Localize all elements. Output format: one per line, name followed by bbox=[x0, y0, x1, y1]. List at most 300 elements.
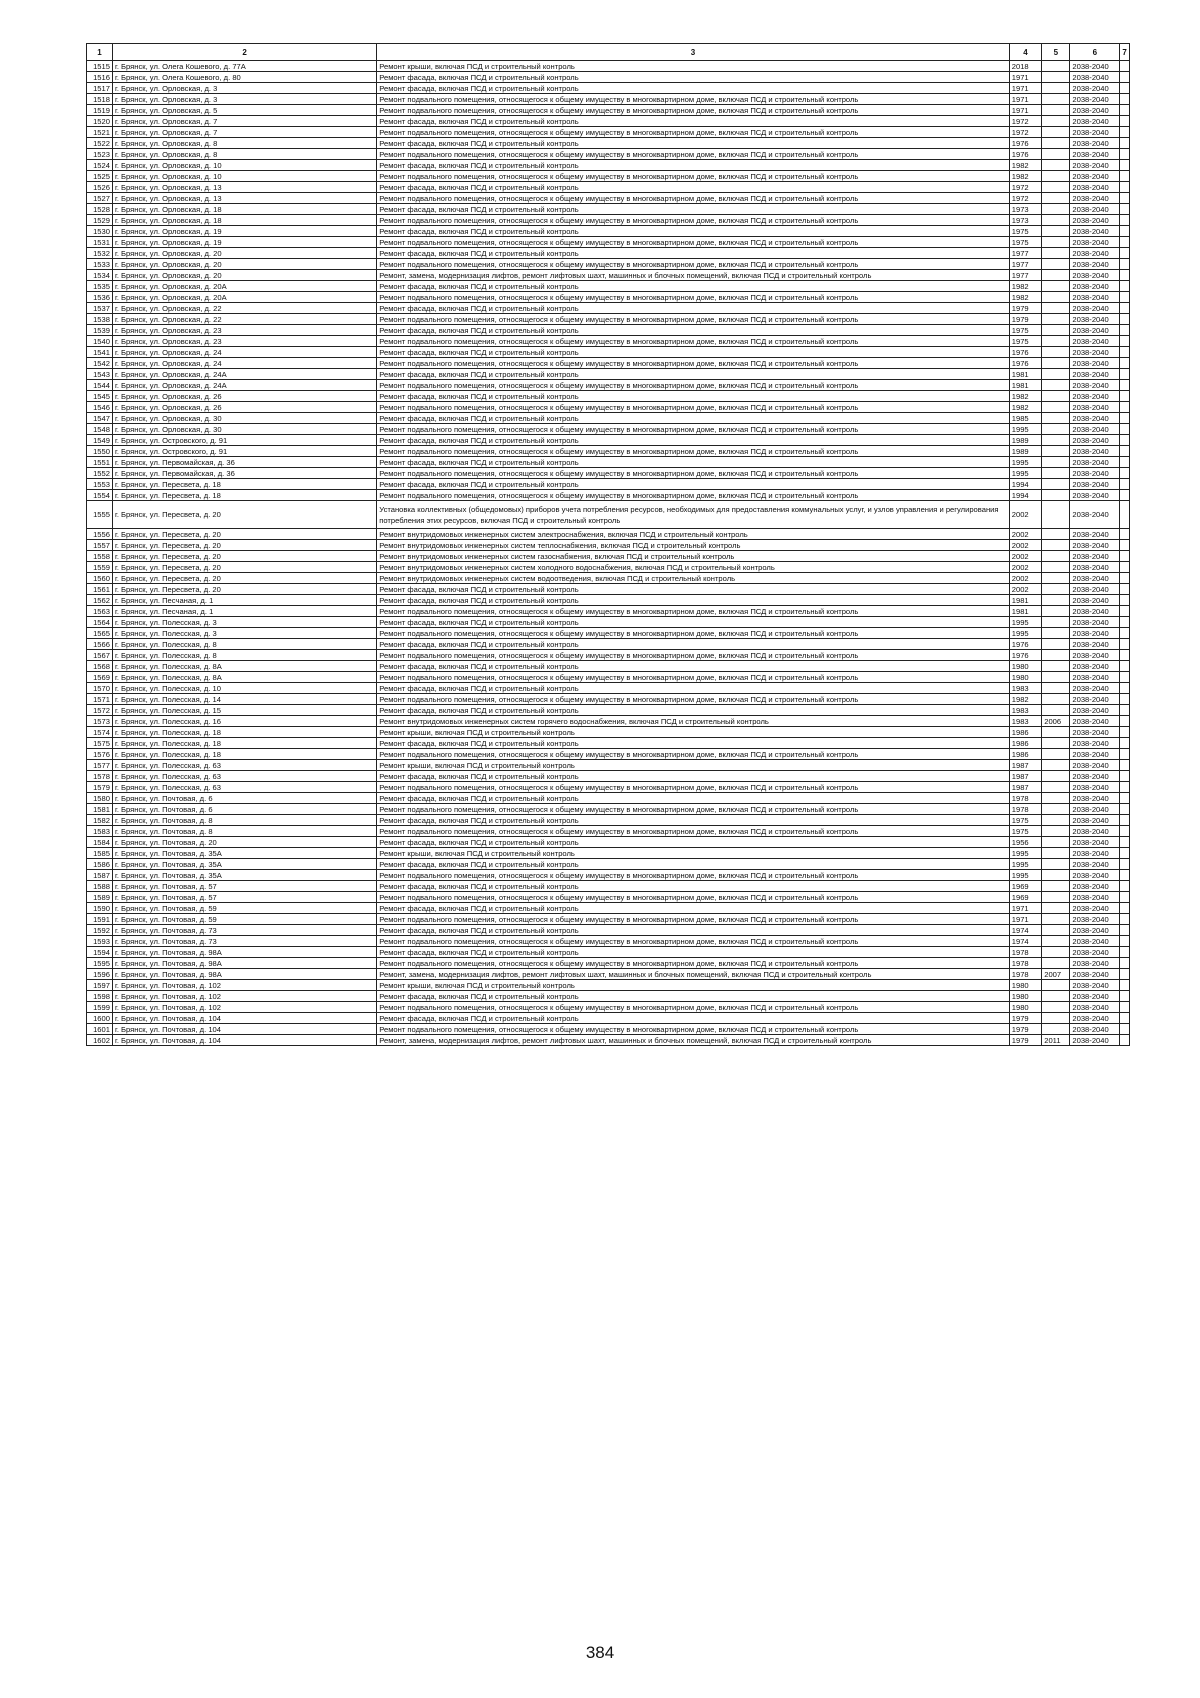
table-cell: 2002 bbox=[1009, 501, 1041, 529]
table-row bbox=[87, 672, 1130, 683]
table-cell: 1979 bbox=[1009, 1035, 1041, 1046]
table-cell bbox=[1120, 606, 1130, 617]
table-cell: 1517 bbox=[87, 83, 113, 94]
table-cell: 1986 bbox=[1009, 738, 1041, 749]
table-cell bbox=[1120, 936, 1130, 947]
table-cell: г. Брянск, ул. Орловская, д. 18 bbox=[112, 215, 376, 226]
table-cell: Ремонт подвального помещения, относящегося к общему имуществу в многоквартирном доме, включая ПСД и строительный контроль bbox=[377, 650, 1010, 661]
table-cell: 1587 bbox=[87, 870, 113, 881]
table-cell bbox=[1120, 1024, 1130, 1035]
table-cell: г. Брянск, ул. Почтовая, д. 8 bbox=[112, 815, 376, 826]
table-cell: 2038-2040 bbox=[1070, 94, 1120, 105]
table-row bbox=[87, 573, 1130, 584]
table-cell bbox=[1042, 903, 1070, 914]
table-cell: 2038-2040 bbox=[1070, 804, 1120, 815]
table-cell: г. Брянск, ул. Почтовая, д. 73 bbox=[112, 936, 376, 947]
table-cell: 2038-2040 bbox=[1070, 628, 1120, 639]
table-cell bbox=[1042, 138, 1070, 149]
table-cell bbox=[1042, 424, 1070, 435]
table-cell bbox=[1042, 892, 1070, 903]
table-cell: Ремонт подвального помещения, относящегося к общему имуществу в многоквартирном доме, включая ПСД и строительный контроль bbox=[377, 628, 1010, 639]
table-cell: 2038-2040 bbox=[1070, 193, 1120, 204]
table-cell: Ремонт фасада, включая ПСД и строительный контроль bbox=[377, 903, 1010, 914]
table-cell: 1560 bbox=[87, 573, 113, 584]
table-cell: 1977 bbox=[1009, 248, 1041, 259]
table-cell: 1558 bbox=[87, 551, 113, 562]
table-cell bbox=[1042, 105, 1070, 116]
table-cell bbox=[1120, 760, 1130, 771]
table-cell: г. Брянск, ул. Пересвета, д. 20 bbox=[112, 529, 376, 540]
table-cell: 1981 bbox=[1009, 380, 1041, 391]
table-cell: 1515 bbox=[87, 61, 113, 72]
table-cell: 1526 bbox=[87, 182, 113, 193]
table-cell: 1982 bbox=[1009, 281, 1041, 292]
table-row bbox=[87, 501, 1130, 529]
table-row bbox=[87, 617, 1130, 628]
table-cell: Ремонт фасада, включая ПСД и строительный контроль bbox=[377, 738, 1010, 749]
table-cell bbox=[1120, 991, 1130, 1002]
table-cell: 2038-2040 bbox=[1070, 248, 1120, 259]
table-cell: г. Брянск, ул. Пересвета, д. 20 bbox=[112, 551, 376, 562]
table-cell bbox=[1120, 551, 1130, 562]
table-cell: 1995 bbox=[1009, 848, 1041, 859]
table-cell: 1538 bbox=[87, 314, 113, 325]
table-row bbox=[87, 848, 1130, 859]
table-cell bbox=[1120, 969, 1130, 980]
table-cell: 1556 bbox=[87, 529, 113, 540]
table-cell: 1547 bbox=[87, 413, 113, 424]
table-cell: 1601 bbox=[87, 1024, 113, 1035]
table-cell: 1980 bbox=[1009, 980, 1041, 991]
table-row bbox=[87, 391, 1130, 402]
table-cell: Ремонт подвального помещения, относящегося к общему имуществу в многоквартирном доме, включая ПСД и строительный контроль bbox=[377, 402, 1010, 413]
table-cell: г. Брянск, ул. Почтовая, д. 8 bbox=[112, 826, 376, 837]
table-cell bbox=[1120, 738, 1130, 749]
table-cell: 2018 bbox=[1009, 61, 1041, 72]
table-cell: 2038-2040 bbox=[1070, 182, 1120, 193]
table-cell: г. Брянск, ул. Орловская, д. 23 bbox=[112, 336, 376, 347]
table-cell: 1977 bbox=[1009, 270, 1041, 281]
table-cell: 2038-2040 bbox=[1070, 138, 1120, 149]
table-row bbox=[87, 281, 1130, 292]
table-cell: 2038-2040 bbox=[1070, 347, 1120, 358]
table-row bbox=[87, 127, 1130, 138]
table-cell: г. Брянск, ул. Орловская, д. 22 bbox=[112, 314, 376, 325]
table-cell: 1982 bbox=[1009, 391, 1041, 402]
header-cell: 1 bbox=[87, 44, 113, 61]
table-row bbox=[87, 749, 1130, 760]
table-cell: 1975 bbox=[1009, 826, 1041, 837]
table-cell: 1536 bbox=[87, 292, 113, 303]
table-cell bbox=[1120, 683, 1130, 694]
table-cell bbox=[1042, 446, 1070, 457]
table-cell bbox=[1042, 760, 1070, 771]
table-cell: г. Брянск, ул. Почтовая, д. 57 bbox=[112, 892, 376, 903]
table-row bbox=[87, 628, 1130, 639]
table-cell: г. Брянск, ул. Пересвета, д. 20 bbox=[112, 540, 376, 551]
table-cell: Ремонт фасада, включая ПСД и строительный контроль bbox=[377, 116, 1010, 127]
table-cell bbox=[1120, 435, 1130, 446]
table-cell: Ремонт подвального помещения, относящегося к общему имуществу в многоквартирном доме, включая ПСД и строительный контроль bbox=[377, 193, 1010, 204]
table-cell: Ремонт подвального помещения, относящегося к общему имуществу в многоквартирном доме, включая ПСД и строительный контроль bbox=[377, 237, 1010, 248]
table-cell: 2002 bbox=[1009, 573, 1041, 584]
table-cell: 2038-2040 bbox=[1070, 958, 1120, 969]
table-cell: Установка коллективных (общедомовых) приборов учета потребления ресурсов, необходимых для предоставления коммунальных услуг, и узлов управления и регулирования потребления этих ресурсов, включая ПСД и строительный контроль bbox=[377, 501, 1010, 529]
table-cell: 1519 bbox=[87, 105, 113, 116]
table-cell: г. Брянск, ул. Полесская, д. 63 bbox=[112, 760, 376, 771]
table-cell: 1573 bbox=[87, 716, 113, 727]
table-cell: Ремонт крыши, включая ПСД и строительный контроль bbox=[377, 727, 1010, 738]
table-cell: 1994 bbox=[1009, 490, 1041, 501]
table-cell: 2038-2040 bbox=[1070, 369, 1120, 380]
table-cell: Ремонт фасада, включая ПСД и строительный контроль bbox=[377, 325, 1010, 336]
table-cell: 1980 bbox=[1009, 1002, 1041, 1013]
table-cell: 1978 bbox=[1009, 947, 1041, 958]
table-cell bbox=[1042, 1002, 1070, 1013]
table-row bbox=[87, 490, 1130, 501]
table-cell: 1975 bbox=[1009, 815, 1041, 826]
table-cell bbox=[1120, 446, 1130, 457]
table-cell: 2038-2040 bbox=[1070, 529, 1120, 540]
table-cell: 1971 bbox=[1009, 903, 1041, 914]
table-cell: Ремонт подвального помещения, относящегося к общему имуществу в многоквартирном доме, включая ПСД и строительный контроль bbox=[377, 958, 1010, 969]
table-cell: 2002 bbox=[1009, 529, 1041, 540]
table-cell bbox=[1120, 749, 1130, 760]
table-cell: г. Брянск, ул. Орловская, д. 20А bbox=[112, 281, 376, 292]
table-cell bbox=[1042, 457, 1070, 468]
table-cell: 2038-2040 bbox=[1070, 501, 1120, 529]
table-row bbox=[87, 83, 1130, 94]
table-cell: г. Брянск, ул. Орловская, д. 20 bbox=[112, 259, 376, 270]
table-cell bbox=[1120, 837, 1130, 848]
table-cell: 1584 bbox=[87, 837, 113, 848]
table-row bbox=[87, 358, 1130, 369]
table-cell: г. Брянск, ул. Первомайская, д. 36 bbox=[112, 457, 376, 468]
table-cell: г. Брянск, ул. Олега Кошевого, д. 80 bbox=[112, 72, 376, 83]
table-cell: 2038-2040 bbox=[1070, 259, 1120, 270]
table-cell bbox=[1042, 160, 1070, 171]
table-cell: г. Брянск, ул. Орловская, д. 24 bbox=[112, 358, 376, 369]
table-cell bbox=[1120, 237, 1130, 248]
table-cell: 1581 bbox=[87, 804, 113, 815]
table-cell: г. Брянск, ул. Орловская, д. 20 bbox=[112, 270, 376, 281]
table-cell: 1518 bbox=[87, 94, 113, 105]
table-cell bbox=[1042, 314, 1070, 325]
table-cell bbox=[1120, 661, 1130, 672]
table-row bbox=[87, 138, 1130, 149]
table-cell bbox=[1042, 270, 1070, 281]
table-cell: Ремонт подвального помещения, относящегося к общему имуществу в многоквартирном доме, включая ПСД и строительный контроль bbox=[377, 694, 1010, 705]
table-cell: 2038-2040 bbox=[1070, 738, 1120, 749]
table-cell: 1995 bbox=[1009, 859, 1041, 870]
table-cell bbox=[1120, 782, 1130, 793]
table-cell: 1539 bbox=[87, 325, 113, 336]
table-cell bbox=[1042, 837, 1070, 848]
table-cell bbox=[1042, 226, 1070, 237]
table-cell: 2038-2040 bbox=[1070, 848, 1120, 859]
table-cell: Ремонт внутридомовых инженерных систем теплоснабжения, включая ПСД и строительный контроль bbox=[377, 540, 1010, 551]
table-cell bbox=[1120, 980, 1130, 991]
table-cell: г. Брянск, ул. Орловская, д. 20А bbox=[112, 292, 376, 303]
table-cell: 1553 bbox=[87, 479, 113, 490]
table-cell: 2038-2040 bbox=[1070, 573, 1120, 584]
table-row bbox=[87, 815, 1130, 826]
table-cell bbox=[1042, 606, 1070, 617]
table-cell: 1569 bbox=[87, 672, 113, 683]
table-cell: г. Брянск, ул. Почтовая, д. 73 bbox=[112, 925, 376, 936]
table-row bbox=[87, 248, 1130, 259]
table-cell: 2038-2040 bbox=[1070, 683, 1120, 694]
table-cell: 1563 bbox=[87, 606, 113, 617]
table-cell: Ремонт подвального помещения, относящегося к общему имуществу в многоквартирном доме, включая ПСД и строительный контроль bbox=[377, 606, 1010, 617]
table-cell: 1978 bbox=[1009, 804, 1041, 815]
table-cell bbox=[1042, 793, 1070, 804]
table-cell: 1987 bbox=[1009, 771, 1041, 782]
table-cell bbox=[1042, 413, 1070, 424]
table-cell bbox=[1120, 248, 1130, 259]
table-cell: г. Брянск, ул. Почтовая, д. 104 bbox=[112, 1035, 376, 1046]
table-cell bbox=[1120, 716, 1130, 727]
table-cell: г. Брянск, ул. Почтовая, д. 104 bbox=[112, 1024, 376, 1035]
table-row bbox=[87, 1035, 1130, 1046]
table-cell: Ремонт подвального помещения, относящегося к общему имуществу в многоквартирном доме, включая ПСД и строительный контроль bbox=[377, 215, 1010, 226]
table-cell: 2038-2040 bbox=[1070, 606, 1120, 617]
table-cell: 1533 bbox=[87, 259, 113, 270]
table-cell: 1971 bbox=[1009, 72, 1041, 83]
table-cell: 2038-2040 bbox=[1070, 925, 1120, 936]
table-row bbox=[87, 1013, 1130, 1024]
table-cell: 2038-2040 bbox=[1070, 215, 1120, 226]
table-cell: 2038-2040 bbox=[1070, 716, 1120, 727]
table-cell: г. Брянск, ул. Орловская, д. 10 bbox=[112, 160, 376, 171]
table-cell: 1594 bbox=[87, 947, 113, 958]
table-cell: 1983 bbox=[1009, 683, 1041, 694]
table-row bbox=[87, 479, 1130, 490]
table-cell: 1979 bbox=[1009, 1024, 1041, 1035]
table-cell bbox=[1042, 562, 1070, 573]
table-cell bbox=[1042, 617, 1070, 628]
table-row bbox=[87, 551, 1130, 562]
table-cell: Ремонт фасада, включая ПСД и строительный контроль bbox=[377, 160, 1010, 171]
table-cell: г. Брянск, ул. Орловская, д. 3 bbox=[112, 94, 376, 105]
table-cell bbox=[1042, 595, 1070, 606]
table-cell: 1982 bbox=[1009, 292, 1041, 303]
table-cell: 1554 bbox=[87, 490, 113, 501]
header-cell: 3 bbox=[377, 44, 1010, 61]
table-cell: 1980 bbox=[1009, 672, 1041, 683]
table-row bbox=[87, 336, 1130, 347]
table-cell: г. Брянск, ул. Полесская, д. 18 bbox=[112, 738, 376, 749]
table-cell bbox=[1042, 672, 1070, 683]
table-cell: 2038-2040 bbox=[1070, 705, 1120, 716]
table-cell bbox=[1120, 1013, 1130, 1024]
table-cell: г. Брянск, ул. Орловская, д. 7 bbox=[112, 127, 376, 138]
table-cell: Ремонт фасада, включая ПСД и строительный контроль bbox=[377, 837, 1010, 848]
table-cell: Ремонт подвального помещения, относящегося к общему имуществу в многоквартирном доме, включая ПСД и строительный контроль bbox=[377, 149, 1010, 160]
table-cell bbox=[1120, 584, 1130, 595]
table-cell: Ремонт подвального помещения, относящегося к общему имуществу в многоквартирном доме, включая ПСД и строительный контроль bbox=[377, 914, 1010, 925]
table-cell: 2038-2040 bbox=[1070, 771, 1120, 782]
table-cell: 2007 bbox=[1042, 969, 1070, 980]
header-cell: 7 bbox=[1120, 44, 1130, 61]
table-cell: 1527 bbox=[87, 193, 113, 204]
table-cell: 1976 bbox=[1009, 347, 1041, 358]
table-cell: 1572 bbox=[87, 705, 113, 716]
table-cell: 2038-2040 bbox=[1070, 815, 1120, 826]
table-cell bbox=[1120, 529, 1130, 540]
table-cell: Ремонт крыши, включая ПСД и строительный контроль bbox=[377, 61, 1010, 72]
table-cell: Ремонт подвального помещения, относящегося к общему имуществу в многоквартирном доме, включая ПСД и строительный контроль bbox=[377, 105, 1010, 116]
table-cell: 1978 bbox=[1009, 969, 1041, 980]
table-row bbox=[87, 958, 1130, 969]
table-cell: 2038-2040 bbox=[1070, 903, 1120, 914]
table-cell bbox=[1120, 628, 1130, 639]
table-cell: Ремонт подвального помещения, относящегося к общему имуществу в многоквартирном доме, включая ПСД и строительный контроль bbox=[377, 870, 1010, 881]
table-cell bbox=[1120, 270, 1130, 281]
table-row bbox=[87, 94, 1130, 105]
table-cell: 1564 bbox=[87, 617, 113, 628]
table-cell: 2038-2040 bbox=[1070, 947, 1120, 958]
table-cell bbox=[1042, 782, 1070, 793]
table-cell: 1592 bbox=[87, 925, 113, 936]
table-cell: 1525 bbox=[87, 171, 113, 182]
table-cell bbox=[1042, 628, 1070, 639]
table-row bbox=[87, 727, 1130, 738]
table-cell: г. Брянск, ул. Орловская, д. 24 bbox=[112, 347, 376, 358]
table-cell: 1567 bbox=[87, 650, 113, 661]
table-cell: г. Брянск, ул. Орловская, д. 24А bbox=[112, 380, 376, 391]
table-cell: 2038-2040 bbox=[1070, 457, 1120, 468]
table-cell bbox=[1042, 947, 1070, 958]
table-cell: 2038-2040 bbox=[1070, 892, 1120, 903]
table-cell: 2038-2040 bbox=[1070, 881, 1120, 892]
table-row bbox=[87, 303, 1130, 314]
table-cell: 2038-2040 bbox=[1070, 237, 1120, 248]
table-cell: 1570 bbox=[87, 683, 113, 694]
table-cell: 2038-2040 bbox=[1070, 490, 1120, 501]
table-cell bbox=[1042, 573, 1070, 584]
table-cell: г. Брянск, ул. Полесская, д. 8 bbox=[112, 639, 376, 650]
table-cell bbox=[1042, 914, 1070, 925]
table-cell: 1537 bbox=[87, 303, 113, 314]
table-cell: 2038-2040 bbox=[1070, 116, 1120, 127]
table-cell: 1528 bbox=[87, 204, 113, 215]
table-cell: Ремонт внутридомовых инженерных систем электроснабжения, включая ПСД и строительный контроль bbox=[377, 529, 1010, 540]
table-cell: 2038-2040 bbox=[1070, 479, 1120, 490]
table-cell: 1972 bbox=[1009, 127, 1041, 138]
table-cell bbox=[1042, 347, 1070, 358]
table-cell: 1976 bbox=[1009, 650, 1041, 661]
table-cell bbox=[1120, 892, 1130, 903]
table-cell bbox=[1042, 881, 1070, 892]
table-cell bbox=[1042, 171, 1070, 182]
table-cell: 1575 bbox=[87, 738, 113, 749]
table-cell: г. Брянск, ул. Орловская, д. 30 bbox=[112, 424, 376, 435]
header-cell: 5 bbox=[1042, 44, 1070, 61]
table-row bbox=[87, 694, 1130, 705]
table-cell: Ремонт подвального помещения, относящегося к общему имуществу в многоквартирном доме, включая ПСД и строительный контроль bbox=[377, 936, 1010, 947]
table-cell: Ремонт фасада, включая ПСД и строительный контроль bbox=[377, 705, 1010, 716]
table-cell bbox=[1120, 369, 1130, 380]
header-row bbox=[87, 44, 1130, 61]
table-row bbox=[87, 606, 1130, 617]
table-cell bbox=[1120, 793, 1130, 804]
table-cell: 1989 bbox=[1009, 435, 1041, 446]
table-cell: г. Брянск, ул. Почтовая, д. 102 bbox=[112, 980, 376, 991]
table-row bbox=[87, 892, 1130, 903]
table-cell bbox=[1120, 127, 1130, 138]
table-row bbox=[87, 325, 1130, 336]
table-cell bbox=[1042, 727, 1070, 738]
table-cell: Ремонт подвального помещения, относящегося к общему имуществу в многоквартирном доме, включая ПСД и строительный контроль bbox=[377, 490, 1010, 501]
table-cell bbox=[1120, 826, 1130, 837]
table-cell: Ремонт крыши, включая ПСД и строительный контроль bbox=[377, 980, 1010, 991]
table-cell: г. Брянск, ул. Орловская, д. 5 bbox=[112, 105, 376, 116]
table-row bbox=[87, 650, 1130, 661]
table-row bbox=[87, 413, 1130, 424]
table-cell bbox=[1120, 595, 1130, 606]
table-row bbox=[87, 446, 1130, 457]
table-cell: Ремонт крыши, включая ПСД и строительный контроль bbox=[377, 760, 1010, 771]
table-cell: г. Брянск, ул. Орловская, д. 8 bbox=[112, 138, 376, 149]
table-cell: Ремонт фасада, включая ПСД и строительный контроль bbox=[377, 815, 1010, 826]
table-cell: 1995 bbox=[1009, 870, 1041, 881]
table-cell: г. Брянск, ул. Орловская, д. 20 bbox=[112, 248, 376, 259]
table-cell bbox=[1042, 303, 1070, 314]
table-row bbox=[87, 380, 1130, 391]
table-cell: Ремонт фасада, включая ПСД и строительный контроль bbox=[377, 281, 1010, 292]
table-row bbox=[87, 738, 1130, 749]
table-cell: 1590 bbox=[87, 903, 113, 914]
table-cell: г. Брянск, ул. Орловская, д. 13 bbox=[112, 182, 376, 193]
table-cell: 1981 bbox=[1009, 606, 1041, 617]
table-cell: 1534 bbox=[87, 270, 113, 281]
table-cell: 1973 bbox=[1009, 215, 1041, 226]
table-cell: 1971 bbox=[1009, 94, 1041, 105]
table-cell: Ремонт фасада, включая ПСД и строительный контроль bbox=[377, 991, 1010, 1002]
table-cell bbox=[1042, 281, 1070, 292]
table-cell: 1980 bbox=[1009, 991, 1041, 1002]
capital-repair-table bbox=[86, 43, 1130, 1046]
table-row bbox=[87, 1024, 1130, 1035]
table-row bbox=[87, 1002, 1130, 1013]
table-row bbox=[87, 771, 1130, 782]
table-cell: г. Брянск, ул. Орловская, д. 26 bbox=[112, 391, 376, 402]
table-cell bbox=[1120, 1002, 1130, 1013]
table-cell bbox=[1120, 903, 1130, 914]
table-row bbox=[87, 259, 1130, 270]
table-cell: г. Брянск, ул. Пересвета, д. 20 bbox=[112, 501, 376, 529]
table-cell: г. Брянск, ул. Полесская, д. 63 bbox=[112, 771, 376, 782]
table-cell: 2038-2040 bbox=[1070, 413, 1120, 424]
table-cell: 1995 bbox=[1009, 424, 1041, 435]
table-cell bbox=[1042, 639, 1070, 650]
table-cell: 1561 bbox=[87, 584, 113, 595]
page-number: 384 bbox=[585, 1643, 615, 1662]
table-cell: 1981 bbox=[1009, 369, 1041, 380]
table-cell bbox=[1120, 705, 1130, 716]
table-cell: г. Брянск, ул. Орловская, д. 18 bbox=[112, 204, 376, 215]
table-cell: 1982 bbox=[1009, 160, 1041, 171]
table-cell: 1555 bbox=[87, 501, 113, 529]
table-cell: 1544 bbox=[87, 380, 113, 391]
table-row bbox=[87, 793, 1130, 804]
table-cell bbox=[1120, 149, 1130, 160]
table-cell: 2038-2040 bbox=[1070, 870, 1120, 881]
table-cell: Ремонт фасада, включая ПСД и строительный контроль bbox=[377, 83, 1010, 94]
table-cell: 2038-2040 bbox=[1070, 562, 1120, 573]
table-cell: 1546 bbox=[87, 402, 113, 413]
